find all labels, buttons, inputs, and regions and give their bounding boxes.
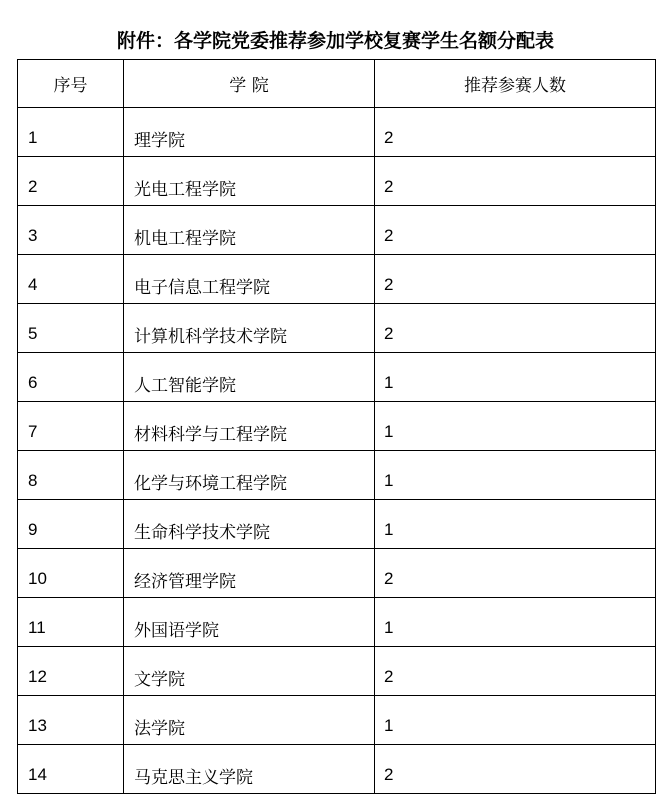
row-count: 2 bbox=[375, 549, 656, 598]
row-college: 机电工程学院 bbox=[124, 206, 375, 255]
row-seq: 12 bbox=[18, 647, 124, 696]
header-college: 学 院 bbox=[124, 60, 375, 108]
table-row bbox=[18, 255, 656, 304]
row-seq: 3 bbox=[18, 206, 124, 255]
row-college: 光电工程学院 bbox=[124, 157, 375, 206]
row-seq: 10 bbox=[18, 549, 124, 598]
row-count: 2 bbox=[375, 206, 656, 255]
table-row bbox=[18, 353, 656, 402]
row-count: 1 bbox=[375, 696, 656, 745]
table-row bbox=[18, 696, 656, 745]
row-seq: 13 bbox=[18, 696, 124, 745]
row-seq: 5 bbox=[18, 304, 124, 353]
row-count: 2 bbox=[375, 745, 656, 794]
table-body bbox=[18, 108, 656, 794]
row-count: 1 bbox=[375, 353, 656, 402]
row-count: 1 bbox=[375, 598, 656, 647]
row-count: 2 bbox=[375, 304, 656, 353]
row-seq: 2 bbox=[18, 157, 124, 206]
row-college: 法学院 bbox=[124, 696, 375, 745]
row-college: 理学院 bbox=[124, 108, 375, 157]
row-seq: 6 bbox=[18, 353, 124, 402]
table-row bbox=[18, 549, 656, 598]
table-row bbox=[18, 157, 656, 206]
row-count: 1 bbox=[375, 402, 656, 451]
table-row bbox=[18, 451, 656, 500]
row-college: 文学院 bbox=[124, 647, 375, 696]
row-count: 2 bbox=[375, 108, 656, 157]
table-row bbox=[18, 500, 656, 549]
table-header-row bbox=[18, 60, 656, 108]
row-count: 1 bbox=[375, 451, 656, 500]
row-college: 化学与环境工程学院 bbox=[124, 451, 375, 500]
header-seq: 序号 bbox=[18, 60, 124, 108]
table-row bbox=[18, 206, 656, 255]
table-row bbox=[18, 647, 656, 696]
row-count: 2 bbox=[375, 157, 656, 206]
row-college: 外国语学院 bbox=[124, 598, 375, 647]
row-college: 材料科学与工程学院 bbox=[124, 402, 375, 451]
row-seq: 1 bbox=[18, 108, 124, 157]
row-college: 生命科学技术学院 bbox=[124, 500, 375, 549]
row-college: 人工智能学院 bbox=[124, 353, 375, 402]
row-count: 2 bbox=[375, 647, 656, 696]
row-seq: 8 bbox=[18, 451, 124, 500]
row-seq: 9 bbox=[18, 500, 124, 549]
table-row bbox=[18, 598, 656, 647]
row-college: 马克思主义学院 bbox=[124, 745, 375, 794]
header-count: 推荐参赛人数 bbox=[375, 60, 656, 108]
row-seq: 14 bbox=[18, 745, 124, 794]
table-row bbox=[18, 108, 656, 157]
table-row bbox=[18, 402, 656, 451]
row-count: 2 bbox=[375, 255, 656, 304]
quota-table bbox=[17, 59, 656, 794]
row-seq: 11 bbox=[18, 598, 124, 647]
table-row bbox=[18, 745, 656, 794]
row-seq: 4 bbox=[18, 255, 124, 304]
table-row bbox=[18, 304, 656, 353]
row-college: 经济管理学院 bbox=[124, 549, 375, 598]
row-count: 1 bbox=[375, 500, 656, 549]
document-title: 附件：各学院党委推荐参加学校复赛学生名额分配表 bbox=[116, 30, 554, 52]
row-college: 电子信息工程学院 bbox=[124, 255, 375, 304]
row-seq: 7 bbox=[18, 402, 124, 451]
row-college: 计算机科学技术学院 bbox=[124, 304, 375, 353]
